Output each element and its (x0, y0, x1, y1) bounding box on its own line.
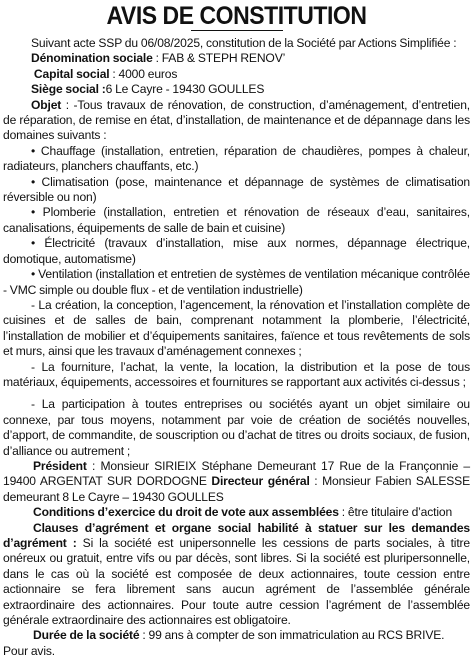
agrement-value: Si la société est unipersonnelle les cessions de parts sociales, à titre onéreux ou gratuit, entre vifs ou par décès, sont libres. Si la société est pluripersonnelle, dans le cas où la société est composée de deux actionnaires, toute cession entre actionnaire se fera librement sans aucun agrément de l’assemblée générale extraordinaire des actionnaires. Pour toute autre cession l’agrément de l’assemblée générale extraordinaire des actionnaires est obligatoire. (3, 536, 470, 628)
intro-text: Suivant acte SSP du 06/08/2025, constitution de la Société par Actions Simplifiée : (31, 36, 457, 50)
duree-line (3, 628, 470, 643)
conditions-label: Conditions d’exercice du droit de vote aux assemblées (33, 505, 339, 520)
objet-item: • Plomberie (installation, entretien et rénovation de réseaux d’eau, sanitaires, canalisations, équipements de salle de bain et cuisine) (3, 205, 470, 235)
denomination-value: : FAB & STEPH RENOV’ (152, 51, 286, 66)
objet-item: - La création, la conception, l’agencement, la rénovation et l’installation complète de cuisines et de salles de bain, comprenant notamment la plomberie, l’électricité, l’installation de mobilier et d’équipements sanitaires, faïence et tous revêtements de sols et murs, ainsi que les travaux d’aménagement connexes ; (3, 297, 470, 359)
objet-line (3, 98, 470, 144)
capital-label: Capital social (33, 66, 110, 81)
directeur-value: : Monsieur Fabien SALESSE demeurant 8 Le Cayre – 19430 GOULLES (3, 474, 470, 504)
duree-label: Durée de la société (33, 628, 140, 643)
objet-item: • Climatisation (pose, maintenance et dépannage de systèmes de climatisation réversible ou non) (3, 174, 470, 205)
directeur-label: Directeur général (211, 474, 310, 489)
conditions-value: : être titulaire d’action (338, 505, 453, 520)
objet-label: Objet (31, 97, 62, 112)
denomination-label: Dénomination sociale (31, 51, 153, 66)
capital-value: : 4000 euros (109, 66, 178, 81)
objet-value: : -Tous travaux de rénovation, de construction, d’aménagement, d’entretien, de réparation, de remise en état, d’installation, de maintenance et de dépannage dans les domaines suivants : (3, 97, 470, 143)
title-underline (191, 30, 283, 31)
objet-item: • Ventilation (installation et entretien de systèmes de ventilation mécanique contrôlée - VMC simple ou double flux - et de ventilation industrielle) (3, 267, 470, 297)
objet-item: • Électricité (travaux d’installation, mise aux normes, dépannage électrique, domotique, automatisme) (3, 236, 470, 266)
siege-value: 6 Le Cayre - 19430 GOULLES (105, 82, 265, 97)
agrement-label: Clauses d’agrément et organe social habilité à statuer sur les demandes d’agrément : (3, 520, 470, 550)
agrement-line (3, 521, 470, 629)
capital-line (3, 67, 470, 82)
objet-item: - La participation à toutes entreprises ou sociétés ayant un objet similaire ou connexe, par tous moyens, notamment par voie de création de sociétés nouvelles, d’apport, de commandite, de souscription ou d’achat de titres ou droits sociaux, de fusion, d’alliance ou autrement ; (3, 397, 470, 458)
president-label: Président (33, 458, 87, 473)
conditions-line (3, 505, 470, 520)
notice-body (3, 36, 470, 659)
siege-label: Siège social : (31, 82, 106, 97)
duree-value: : 99 ans à compter de son immatriculation au RCS BRIVE. (139, 628, 445, 643)
president-value: : Monsieur SIRIEIX Stéphane Demeurant 17 Rue de la Françonnie – 19400 ARGENTAT SUR DORDOGNE (3, 458, 470, 489)
notice-title: AVIS DE CONSTITUTION (106, 2, 367, 30)
dirigeants-line (3, 459, 470, 505)
objet-item: • Chauffage (installation, entretien, réparation de chaudières, pompes à chaleur, radiateurs, planchers chauffants, etc.) (3, 143, 470, 174)
objet-item: - La fourniture, l’achat, la vente, la location, la distribution et la pose de tous matériaux, équipements, accessoires et fournitures se rapportant aux activités ci-dessus ; (3, 359, 470, 389)
closing-text: Pour avis. (3, 643, 55, 658)
denomination-line (3, 51, 470, 66)
siege-line (3, 82, 470, 97)
